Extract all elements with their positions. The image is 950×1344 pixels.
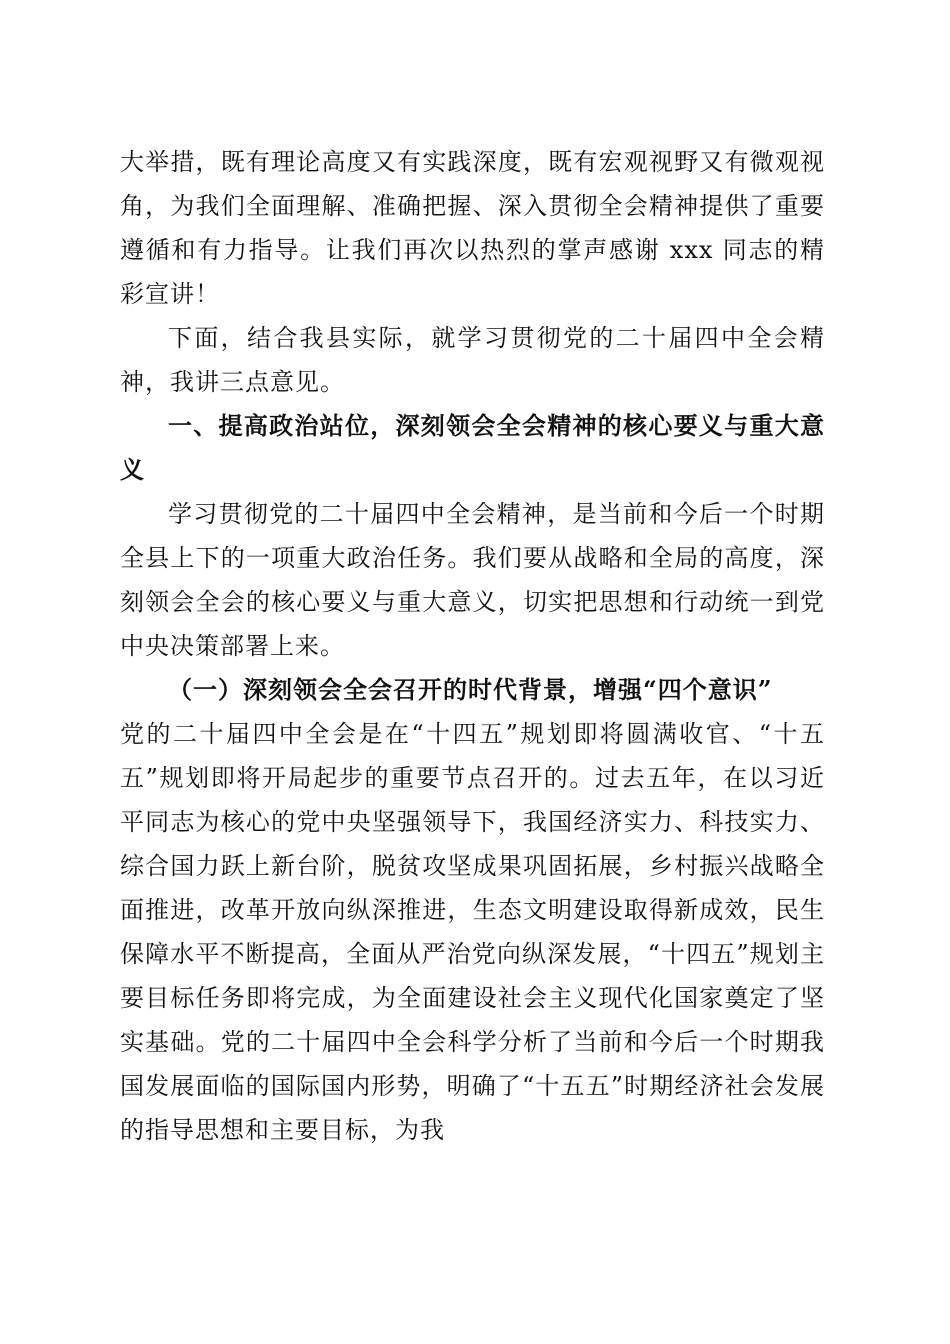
- section-heading: 一、提高政治站位，深刻领会全会精神的核心要义与重大意义: [120, 412, 825, 484]
- document-body: [120, 140, 825, 1152]
- body-paragraph: 大举措，既有理论高度又有实践深度，既有宏观视野又有微观视角，为我们全面理解、准确把握、深入贯彻全会精神提供了重要遵循和有力指导。让我们再次以热烈的掌声感谢 xxx 同志的精彩宣讲！: [120, 148, 825, 308]
- body-paragraph: 学习贯彻党的二十届四中全会精神，是当前和今后一个时期全县上下的一项重大政治任务。我们要从战略和全局的高度，深刻领会全会的核心要义与重大意义，切实把思想和行动统一到党中央决策部署上来。: [120, 500, 825, 660]
- body-paragraph: 下面，结合我县实际，就学习贯彻党的二十届四中全会精神，我讲三点意见。: [120, 324, 825, 396]
- subsection-heading: （一）深刻领会全会召开的时代背景，增强“四个意识”: [168, 675, 773, 704]
- body-paragraph: 党的二十届四中全会是在“十四五”规划即将圆满收官、“十五五”规划即将开局起步的重要节点召开的。过去五年，在以习近平同志为核心的党中央坚强领导下，我国经济实力、科技实力、综合国力跃上新台阶，脱贫攻坚成果巩固拓展，乡村振兴战略全面推进，改革开放向纵深推进，生态文明建设取得新成效，民生保障水平不断提高，全面从严治党向纵深发展，“十四五”规划主要目标任务即将完成，为全面建设社会主义现代化国家奠定了坚实基础。党的二十届四中全会科学分析了当前和今后一个时期我国发展面临的国际国内形势，明确了“十五五”时期经济社会发展的指导思想和主要目标，为我: [120, 720, 825, 1144]
